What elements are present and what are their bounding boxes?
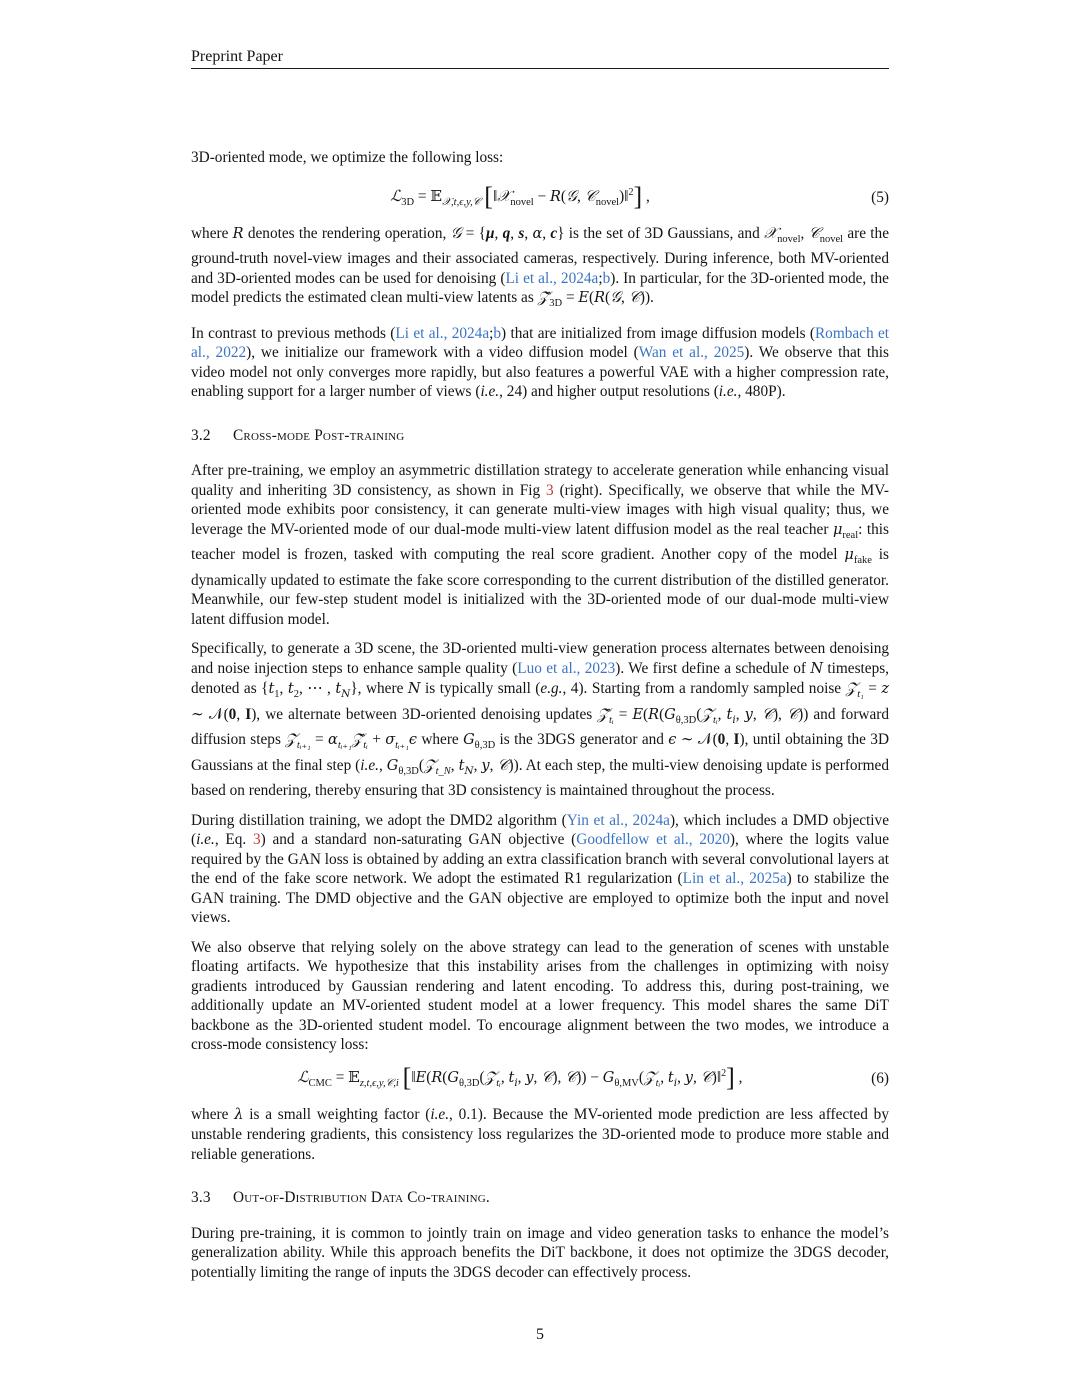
- section-3-2-title: Cross-mode Post-training: [233, 426, 405, 444]
- citation-rombach[interactable]: Rombach et al., 2022: [191, 324, 889, 361]
- citation-li-2024b-2[interactable]: b: [493, 324, 502, 342]
- paragraph-scene-generation: Specifically, to generate a 3D scene, the 3D-oriented multi-view generation process alternates between denoising and noise injection steps to enhance sample quality (Luo et al., 2023). We first define a schedule of N timesteps, denoted as {$t_1$, $t_2$, ⋯ , $t_N$}, where N is typically small (e.g., 4). Starting from a randomly sampled noise 𝒵$_{t_1}$ = z ∼ 𝒩(0, I), we alternate between 3D-oriented denoising updates $𝒵̂_{tᵢ}$ = $E(R(G_{\theta,3D}(𝒵_{tᵢ}$, $t_i$, y, 𝒞), 𝒞)) and forward diffusion steps 𝒵$_{tᵢ_{+1}}$ = $\alpha_{tᵢ_{+1}}𝒵̂_{tᵢ} + \sigma_{tᵢ_{+1}}\epsilon$ where $G_{\theta,3D}$ is the 3DGS generator and ϵ ∼ 𝒩(0, I), until obtaining the 3D Gaussians at the final step (i.e., $G_{\theta,3D}(𝒵_{t\_N}$, $t_N$, y, 𝒞)). At each step, the multi-view denoising update is performed based on rendering, thereby ensuring that 3D consistency is maintained throughout the process.: [191, 640, 890, 799]
- citation-li-2024a[interactable]: Li et al., 2024a: [505, 269, 599, 287]
- citation-luo[interactable]: Luo et al., 2023: [517, 659, 616, 677]
- paragraph-floating-artifacts: We also observe that relying solely on the above strategy can lead to the generation of scenes with unstable floating artifacts. We hypothesize that this instability arises from the challenges in optimizing with noisy gradients introduced by Gaussian rendering and latent encoding. To address this, during post-training, we additionally update an MV-oriented student model at a lower frequency. This model shares the same DiT backbone as the 3D-oriented student model. To encourage alignment between the two modes, we introduce a cross-mode consistency loss:: [191, 938, 889, 1053]
- equation-6: [191, 1059, 889, 1099]
- paragraph-intro: 3D-oriented mode, we optimize the following loss:: [191, 149, 504, 166]
- citation-lin[interactable]: Lin et al., 2025a: [682, 870, 787, 887]
- citation-li-2024a-2[interactable]: Li et al., 2024a: [395, 324, 490, 342]
- citation-goodfellow[interactable]: Goodfellow et al., 2020: [576, 831, 730, 848]
- section-3-3-number: 3.3: [191, 1189, 211, 1206]
- paragraph-video-init: In contrast to previous methods (Li et al., 2024a;b) that are initialized from image diffusion models (Rombach et al., 2022), we initialize our framework with a video diffusion model (Wan et al., 2025). We observe that this video model not only converges more rapidly, but also features a powerful VAE with a higher compression rate, enabling support for a larger number of views (i.e., 24) and higher output resolutions (i.e., 480P).: [191, 324, 889, 400]
- equation-6-formula: ℒ$_{CMC}$ = 𝔼$_{z,t,\epsilon,y,𝒞,i}$ [$‖E(R(G_{\theta,3D}(𝒵_{tᵢ}$, $t_i$, y, 𝒞), 𝒞)) − $G_{\theta,MV}(𝒵_{tᵢ}$, $t_i$, y, 𝒞)‖$^2$] ,: [297, 1062, 743, 1092]
- paragraph-rendering: where R denotes the rendering operation, 𝒢 = {μ, q, s, α, c} is the set of 3D Gaussians, and 𝒳$_{novel}$, 𝒞$_{novel}$ are the ground-truth novel-view images and their associated cameras, respectively. During inference, both MV-oriented and 3D-oriented modes can be used for denoising (Li et al., 2024a;b). In particular, for the 3D-oriented mode, the model predicts the estimated clean multi-view latents as $𝒵̂_{3D}$ = E(R(𝒢, 𝒞)).: [191, 223, 889, 309]
- citation-wan[interactable]: Wan et al., 2025: [638, 344, 745, 361]
- section-3-2-number: 3.2: [191, 426, 211, 444]
- figure-3-reference[interactable]: 3: [546, 481, 554, 499]
- paragraph-lambda: where λ is a small weighting factor (i.e., 0.1). Because the MV-oriented mode prediction are less affected by unstable rendering gradients, this consistency loss regularizes the 3D-oriented mode to produce more stable and reliable generations.: [191, 1105, 889, 1163]
- equation-6-number: (6): [871, 1069, 889, 1087]
- section-3-2-heading: [191, 426, 889, 446]
- equation-5-formula: ℒ$_{3D}$ = 𝔼$_{𝒳,t,\epsilon,y,𝒞}$ [‖𝒳$_{novel}$ − R(𝒢, 𝒞$_{novel}$)‖$^2$] ,: [390, 181, 650, 211]
- paragraph-distillation: After pre-training, we employ an asymmetric distillation strategy to accelerate generation while enhancing visual quality and inheriting 3D consistency, as shown in Fig 3 (right). Specifically, we observe that while the MV-oriented mode exhibits poor consistency, it can generate multi-view images with high visual quality; thus, we leverage the MV-oriented mode of our dual-mode multi-view latent diffusion model as the real teacher $\mu_{real}$: this teacher model is frozen, tasked with computing the real score gradient. Another copy of the model $\mu_{fake}$ is dynamically updated to estimate the fake score corresponding to the current distribution of the distilled generator. Meanwhile, our few-step student model is initialized with the 3D-oriented mode of our dual-mode multi-view latent diffusion model.: [191, 462, 889, 628]
- page-body: [191, 148, 889, 1292]
- page-number: 5: [536, 1326, 544, 1343]
- citation-yin[interactable]: Yin et al., 2024a: [566, 811, 670, 829]
- citation-li-2024b[interactable]: b: [602, 269, 611, 287]
- running-header: Preprint Paper: [191, 48, 283, 65]
- section-3-3-heading: [191, 1188, 889, 1208]
- equation-3-reference[interactable]: 3: [252, 831, 261, 848]
- header-rule: [191, 68, 889, 69]
- paragraph-dmd2: During distillation training, we adopt the DMD2 algorithm (Yin et al., 2024a), which includes a DMD objective (i.e., Eq. 3) and a standard non-saturating GAN objective (Goodfellow et al., 2020), where the logits value required by the GAN loss is obtained by adding an extra classification branch with several convolutional layers at the end of the fake score network. We adopt the estimated R1 regularization (Lin et al., 2025a) to stabilize the GAN training. The DMD objective and the GAN objective are employed to optimize both the input and novel views.: [191, 811, 890, 926]
- paragraph-co-training: During pre-training, it is common to jointly train on image and video generation tasks to enhance the model’s generalization ability. While this approach benefits the DiT backbone, it does not optimize the 3DGS decoder, potentially limiting the range of inputs the 3DGS decoder can effectively process.: [191, 1224, 889, 1281]
- section-3-3-title: Out-of-Distribution Data Co-training.: [233, 1189, 490, 1206]
- equation-5-number: (5): [871, 188, 889, 206]
- equation-5: [191, 178, 889, 218]
